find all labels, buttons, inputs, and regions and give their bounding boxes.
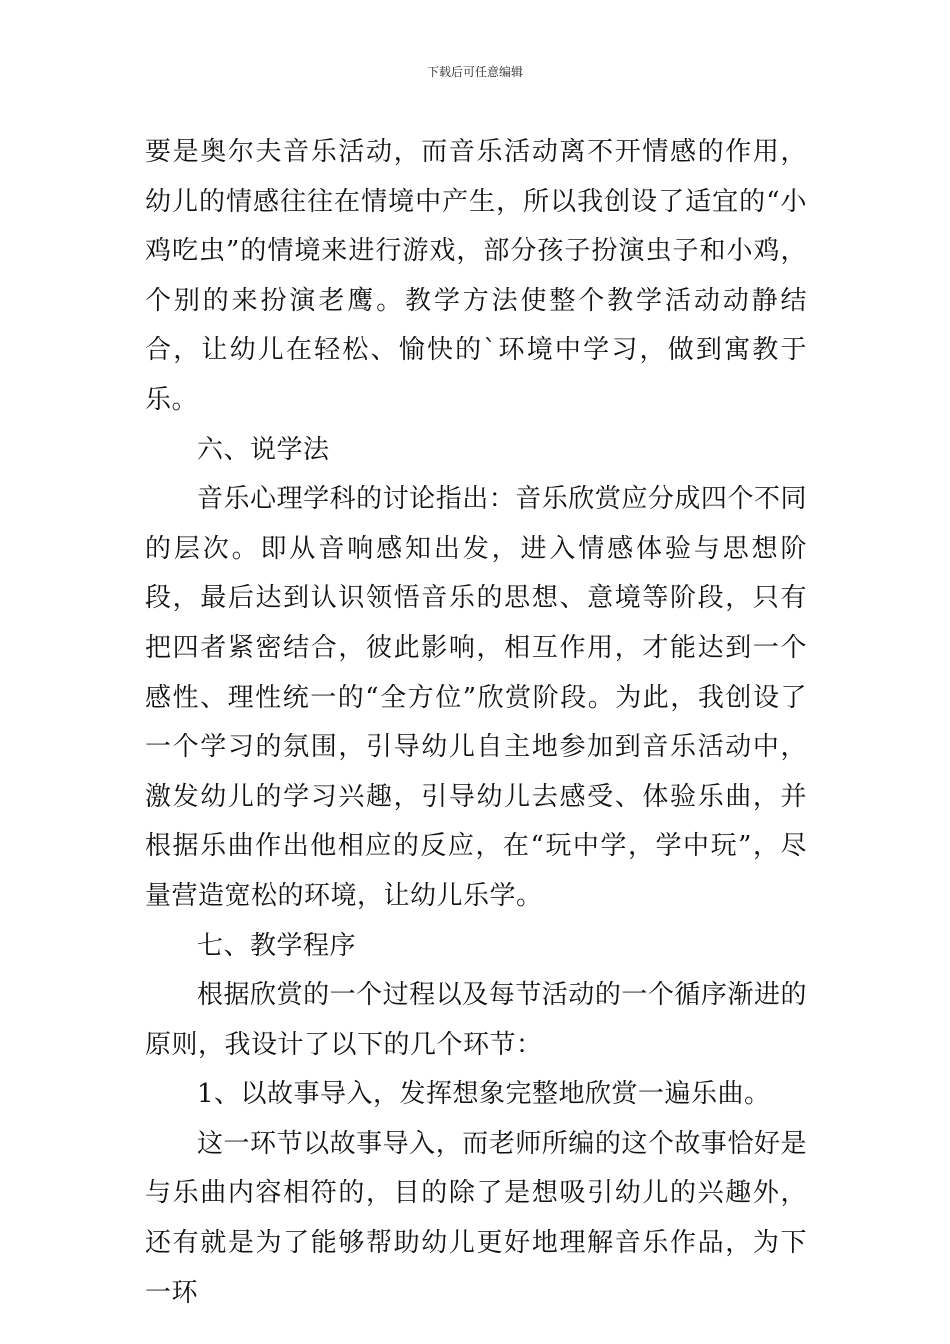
paragraph-procedure-principle: 根据欣赏的一个过程以及每节活动的一个循序渐进的原则，我设计了以下的几个环节：	[145, 980, 807, 1060]
paragraph-learning-method: 音乐心理学科的讨论指出：音乐欣赏应分成四个不同的层次。即从音响感知出发，进入情感体验与思想阶段，最后达到认识领悟音乐的思想、意境等阶段，只有把四者紧密结合，彼此影响，相互作用，才能达到一个感性、理性统一的“全方位”欣赏阶段。为此，我创设了一个学习的氛围，引导幼儿自主地参加到音乐活动中，激发幼儿的学习兴趣，引导幼儿去感受、体验乐曲，并根据乐曲作出他相应的反应，在“玩中学，学中玩”，尽量营造宽松的环境，让幼儿乐学。	[145, 484, 807, 911]
paragraph-step-1: 这一环节以故事导入，而老师所编的这个故事恰好是与乐曲内容相符的，目的除了是想吸引幼儿的兴趣外，还有就是为了能够帮助幼儿更好地理解音乐作品，为下一环	[145, 1128, 807, 1308]
page-header: 下载后可任意编辑	[426, 65, 523, 79]
section-heading-teaching-procedure: 七、教学程序	[197, 930, 357, 961]
section-heading-learning-method: 六、说学法	[197, 434, 330, 465]
paragraph-intro-continued: 要是奥尔夫音乐活动，而音乐活动离不开情感的作用，幼儿的情感往往在情境中产生，所以我创设了适宜的“小鸡吃虫”的情境来进行游戏，部分孩子扮演虫子和小鸡，个别的来扮演老鹰。教学方法使整个教学活动动静结合，让幼儿在轻松、愉快的`环境中学习，做到寓教于乐。	[145, 137, 807, 415]
document-body	[145, 128, 807, 1318]
step-heading-1: 1、以故事导入，发挥想象完整地欣赏一遍乐曲。	[197, 1079, 771, 1110]
